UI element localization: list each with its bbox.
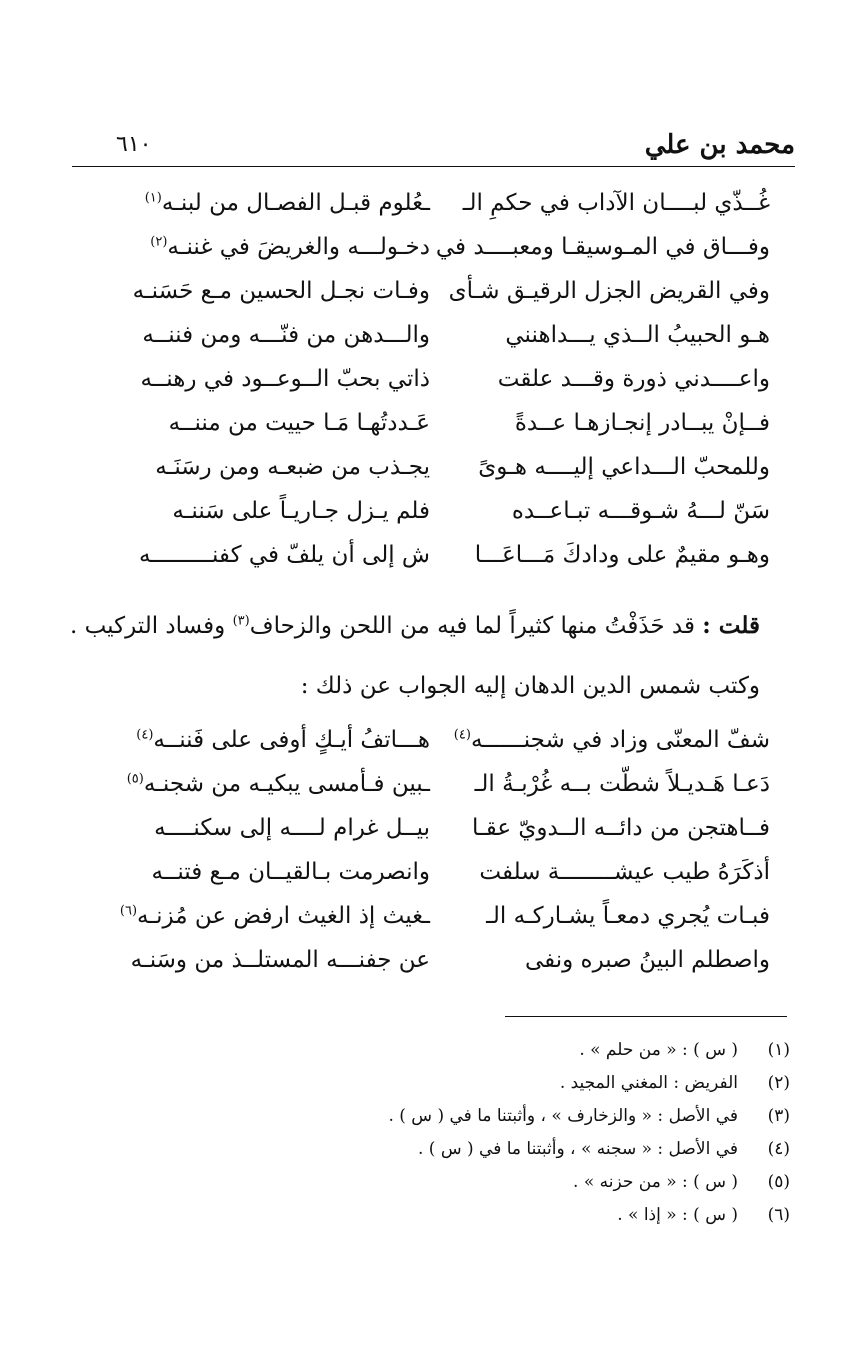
footnote-text: الفريض : المغني المجيد . <box>559 1073 738 1093</box>
footnote-marker: (٤) <box>136 727 154 743</box>
verse-line <box>100 269 770 313</box>
verse-first-hemistich <box>440 718 770 762</box>
verse-second-text: دخـولـــه والغريضَ في غننـه <box>167 234 430 260</box>
verse-second-hemistich <box>100 718 430 762</box>
verse-first-hemistich: وفي القريض الجزل الرقيـق شـأى <box>448 278 770 304</box>
footnote-item <box>300 1166 790 1199</box>
verse-first-hemistich: واعــــدني ذورة وقـــد علقت <box>497 366 770 392</box>
verse-first-hemistich: غُــذّي لبــــان الآداب في حكمِ الـ <box>462 190 770 216</box>
verse-second-hemistich <box>100 894 430 938</box>
poem-2 <box>100 718 770 982</box>
verse-line <box>100 401 770 445</box>
footnote-text: ( س ) : « من حلم » . <box>579 1040 738 1060</box>
footnote-number: (٤) <box>767 1139 790 1159</box>
footnote-item <box>300 1100 790 1133</box>
poem-1 <box>100 181 770 577</box>
verse-second-hemistich: فلم يـزل جـاريـاً على سَننـه <box>172 498 430 524</box>
verse-first-hemistich: وللمحبّ الـــداعي إليــــه هـوىً <box>478 454 770 480</box>
footnote-item <box>300 1067 790 1100</box>
footnote-marker: (١) <box>144 190 162 206</box>
author-note <box>69 606 760 646</box>
verse-second-hemistich: عن جفنـــه المستلــذ من وسَنـه <box>130 947 430 973</box>
footnote-text: ( س ) : « من حزنه » . <box>573 1172 738 1192</box>
verse-second-text: ـبين فـأمسى يبكيـه من شجنـه <box>143 771 430 797</box>
verse-line <box>100 850 770 894</box>
footnote-number: (١) <box>767 1040 790 1060</box>
footnote-item <box>300 1034 790 1067</box>
page-number: ٦١٠ <box>116 132 152 157</box>
verse-line <box>100 938 770 982</box>
verse-line <box>100 313 770 357</box>
verse-line <box>100 762 770 806</box>
footnote-marker: (٦) <box>119 903 138 919</box>
verse-second-hemistich: ذاتي بحبّ الــوعــود في رهنــه <box>140 366 430 392</box>
verse-first-hemistich: هـو الحبيبُ الــذي يـــداهنني <box>505 322 770 348</box>
footnote-marker: (٢) <box>150 234 168 250</box>
verse-second-hemistich <box>100 181 430 225</box>
verse-second-hemistich: عَـددتُهـا مَـا حييت من مننــه <box>168 410 430 436</box>
verse-second-text: هـــاتفُ أيـكٍ أوفى على فَننــه <box>153 727 430 753</box>
verse-second-hemistich: والـــدهن من فنّـــه ومن فننــه <box>142 322 430 348</box>
running-header <box>72 126 795 167</box>
verse-first-hemistich: وفـــاق في المـوسيقـا ومعبــــد في <box>435 234 770 260</box>
verse-second-hemistich: ش إلى أن يلفّ في كفنـــــــــه <box>139 542 430 568</box>
note-label: قلت : <box>702 612 760 639</box>
intro-paragraph: وكتب شمس الدين الدهان إليه الجواب عن ذلك : <box>300 673 760 699</box>
verse-first-hemistich: سَنّ لـــهُ شـوقـــه تبـاعــده <box>511 498 770 524</box>
verse-line <box>100 225 770 269</box>
footnote-marker: (٥) <box>126 771 144 787</box>
footnote-number: (٢) <box>767 1073 790 1093</box>
verse-line <box>100 181 770 225</box>
footnotes <box>300 1034 790 1232</box>
footnote-text: في الأصل : « سجنه » ، وأثبتنا ما في ( س ) . <box>418 1139 738 1159</box>
running-header-author: محمد بن علي <box>644 130 795 160</box>
verse-second-hemistich: وانصرمت بـالقيــان مـع فتنــه <box>151 859 430 885</box>
verse-first-hemistich: أذكَرَهُ طيب عيشــــــــة سلفت <box>479 859 770 885</box>
verse-line <box>100 445 770 489</box>
footnote-text: في الأصل : « والزخارف » ، وأثبتنا ما في ( س ) . <box>388 1106 738 1126</box>
footnote-number: (٦) <box>767 1205 790 1225</box>
footnote-number: (٥) <box>767 1172 790 1192</box>
footnote-number: (٣) <box>767 1106 790 1126</box>
verse-first-hemistich: فبـات يُجري دمعـاً يشـاركـه الـ <box>486 903 770 929</box>
verse-first-hemistich: فــاهتجن من دائــه الــدويّ عقـا <box>472 815 770 841</box>
footnote-marker: (٤) <box>453 727 471 743</box>
verse-line <box>100 718 770 762</box>
note-text-b: وفساد التركيب . <box>69 613 226 639</box>
verse-first-hemistich: دَعـا هَـديـلاً شطّت بــه غُرْبـةُ الـ <box>474 771 770 797</box>
verse-first-hemistich: فــإنْ يبــادر إنجـازهـا عــدةً <box>514 410 770 436</box>
footnote-item <box>300 1199 790 1232</box>
note-text-a: قد حَذَفْتُ منها كثيراً لما فيه من اللحن والزحاف <box>249 613 695 639</box>
verse-second-text: ـغيث إذ الغيث ارفض عن مُزنـه <box>137 903 430 929</box>
footnote-marker: (٣) <box>232 613 250 629</box>
verse-second-hemistich: وفـات نجـل الحسين مـع حَسَنـه <box>132 278 430 304</box>
verse-first-hemistich: وهـو مقيمٌ على ودادكَ مَـــاعَـــا <box>474 542 770 568</box>
verse-second-hemistich <box>100 762 430 806</box>
footnote-item <box>300 1133 790 1166</box>
verse-first-hemistich: واصطلم البينُ صبره ونفى <box>524 947 770 973</box>
verse-first-text: شفّ المعنّى وزاد في شجنــــــه <box>470 727 770 753</box>
verse-second-text: ـعُلوم قبـل الفصـال من لبنـه <box>161 190 430 216</box>
verse-line <box>100 357 770 401</box>
footnote-text: ( س ) : « إذا » . <box>617 1205 738 1225</box>
verse-second-hemistich: يجـذب من ضبعـه ومن رسَنَـه <box>155 454 430 480</box>
verse-line <box>100 533 770 577</box>
verse-line <box>100 894 770 938</box>
verse-second-hemistich <box>100 225 430 269</box>
verse-line <box>100 806 770 850</box>
footnote-separator <box>505 1016 787 1017</box>
verse-line <box>100 489 770 533</box>
verse-second-hemistich: بيــل غرام لــــه إلى سكنــــه <box>154 815 430 841</box>
